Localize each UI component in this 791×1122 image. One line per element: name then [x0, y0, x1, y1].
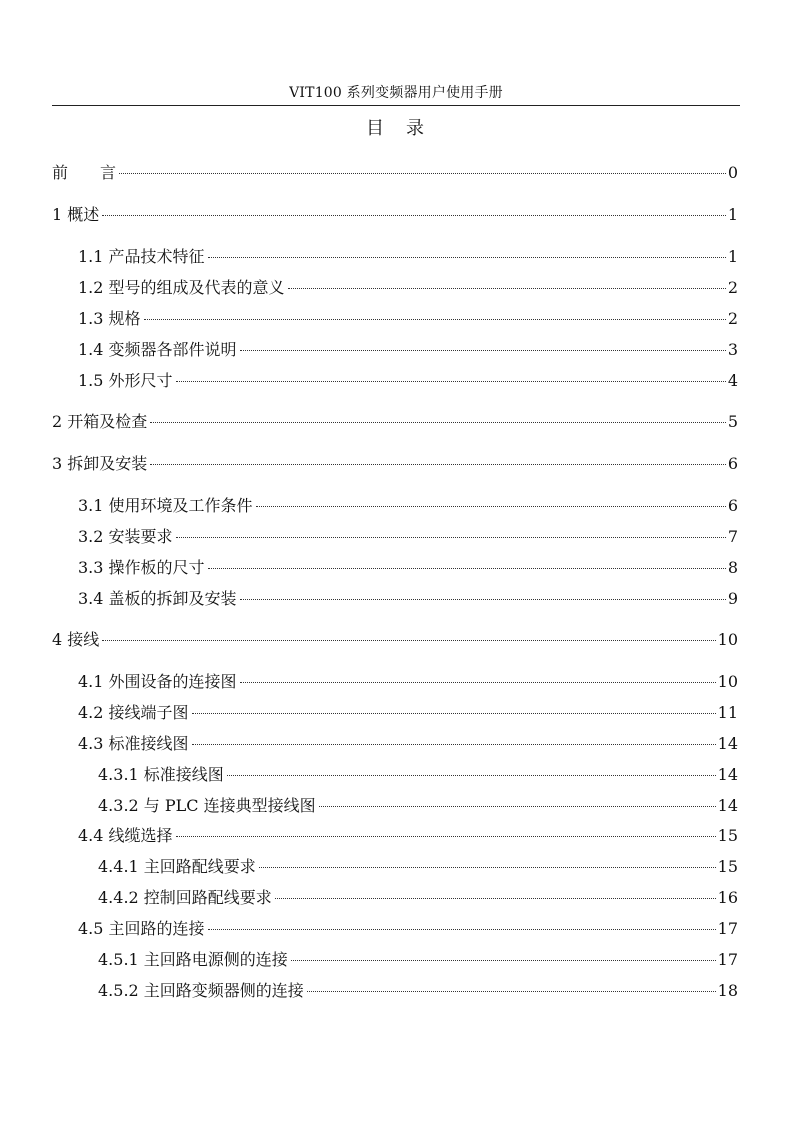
toc-entry-page: 5: [727, 412, 738, 431]
toc-entry[interactable]: [98, 888, 738, 908]
dot-leader: [192, 744, 716, 745]
toc-entry-label: 4.4.2 控制回路配线要求: [98, 888, 272, 907]
toc-entry[interactable]: [52, 454, 738, 474]
toc-entry-label: 4 接线: [52, 630, 100, 649]
toc-entry-page: 6: [727, 496, 738, 515]
toc-entry[interactable]: [78, 309, 738, 329]
dot-leader: [256, 506, 726, 507]
toc-entry[interactable]: [78, 919, 738, 939]
toc-entry-label: 4.1 外围设备的连接图: [78, 672, 237, 691]
toc-entry-page: 0: [727, 163, 738, 182]
toc-entry[interactable]: [78, 558, 738, 578]
toc-entry-label: 3 拆卸及安装: [52, 454, 148, 473]
toc-entry-label: 3.2 安装要求: [78, 527, 173, 546]
dot-leader: [307, 991, 716, 992]
toc-entry[interactable]: [98, 765, 738, 785]
toc-entry-label: 4.5.2 主回路变频器侧的连接: [98, 981, 304, 1000]
dot-leader: [291, 960, 716, 961]
toc-entry-page: 14: [717, 734, 738, 753]
toc-entry[interactable]: [78, 734, 738, 754]
toc-entry[interactable]: [98, 857, 738, 877]
toc-entry-label: 4.3 标准接线图: [78, 734, 189, 753]
toc-entry-label: 4.3.1 标准接线图: [98, 765, 224, 784]
toc-entry[interactable]: [52, 205, 738, 225]
dot-leader: [208, 257, 726, 258]
running-header: VIT100 系列变频器用户使用手册: [289, 85, 503, 101]
toc-entry[interactable]: [78, 672, 738, 692]
toc-entry[interactable]: [78, 340, 738, 360]
toc-entry[interactable]: [78, 589, 738, 609]
dot-leader: [319, 806, 716, 807]
toc-entry-page: 11: [717, 703, 738, 722]
dot-leader: [240, 599, 726, 600]
dot-leader: [240, 350, 726, 351]
dot-leader: [208, 568, 726, 569]
toc-entry-page: 7: [727, 527, 738, 546]
toc-entry-label: 4.4.1 主回路配线要求: [98, 857, 256, 876]
toc-entry[interactable]: [78, 527, 738, 547]
toc-entry[interactable]: [52, 630, 738, 650]
toc-entry-label: 前 言: [52, 163, 117, 182]
toc-entry-page: 4: [727, 371, 738, 390]
toc-entry-page: 16: [717, 888, 738, 907]
toc-entry-label: 1.5 外形尺寸: [78, 371, 173, 390]
toc-entry-page: 1: [727, 247, 738, 266]
toc-entry-page: 18: [717, 981, 738, 1000]
toc-entry-label: 4.2 接线端子图: [78, 703, 189, 722]
toc-entry-label: 4.4 线缆选择: [78, 826, 173, 845]
dot-leader: [150, 422, 726, 423]
dot-leader: [288, 288, 726, 289]
dot-leader: [259, 867, 716, 868]
dot-leader: [176, 381, 726, 382]
toc-entry[interactable]: [52, 163, 738, 183]
toc-entry-page: 2: [727, 309, 738, 328]
toc-entry-label: 1 概述: [52, 205, 100, 224]
toc-entry[interactable]: [78, 703, 738, 723]
dot-leader: [150, 464, 726, 465]
dot-leader: [208, 929, 716, 930]
toc-entry-page: 9: [727, 589, 738, 608]
toc-entry[interactable]: [78, 371, 738, 391]
dot-leader: [176, 537, 726, 538]
toc-entry-label: 1.1 产品技术特征: [78, 247, 205, 266]
toc-entry-page: 1: [727, 205, 738, 224]
toc-entry-label: 3.4 盖板的拆卸及安装: [78, 589, 237, 608]
dot-leader: [119, 173, 726, 174]
toc-entry[interactable]: [98, 950, 738, 970]
toc-entry-page: 6: [727, 454, 738, 473]
toc-entry-label: 4.5.1 主回路电源侧的连接: [98, 950, 288, 969]
header-rule: [52, 105, 740, 106]
dot-leader: [102, 215, 726, 216]
toc-entry-page: 17: [717, 919, 738, 938]
toc-entry-page: 15: [717, 857, 738, 876]
toc-entry-label: 4.3.2 与 PLC 连接典型接线图: [98, 796, 316, 815]
toc-title: 目 录: [366, 118, 426, 139]
toc-entry-label: 4.5 主回路的连接: [78, 919, 205, 938]
dot-leader: [144, 319, 726, 320]
dot-leader: [176, 836, 716, 837]
toc-entry-label: 1.2 型号的组成及代表的意义: [78, 278, 285, 297]
toc-entry-page: 8: [727, 558, 738, 577]
toc-entry[interactable]: [98, 981, 738, 1001]
toc-entry[interactable]: [78, 826, 738, 846]
toc-entry[interactable]: [52, 412, 738, 432]
toc-entry-page: 14: [717, 765, 738, 784]
toc-entry-page: 15: [717, 826, 738, 845]
toc-entry-page: 14: [717, 796, 738, 815]
dot-leader: [192, 713, 716, 714]
toc-entry[interactable]: [78, 247, 738, 267]
toc-entry-page: 2: [727, 278, 738, 297]
dot-leader: [275, 898, 716, 899]
dot-leader: [240, 682, 716, 683]
toc-entry-label: 3.3 操作板的尺寸: [78, 558, 205, 577]
toc-entry-page: 17: [717, 950, 738, 969]
toc-entry-label: 1.4 变频器各部件说明: [78, 340, 237, 359]
toc-entry-page: 10: [717, 630, 738, 649]
toc-entry-label: 2 开箱及检查: [52, 412, 148, 431]
dot-leader: [102, 640, 715, 641]
toc-entry[interactable]: [98, 796, 738, 816]
toc-entry-label: 3.1 使用环境及工作条件: [78, 496, 253, 515]
toc-entry-page: 3: [727, 340, 738, 359]
toc-entry-label: 1.3 规格: [78, 309, 141, 328]
toc-entry-page: 10: [717, 672, 738, 691]
toc-entry[interactable]: [78, 278, 738, 298]
dot-leader: [227, 775, 716, 776]
toc-entry[interactable]: [78, 496, 738, 516]
